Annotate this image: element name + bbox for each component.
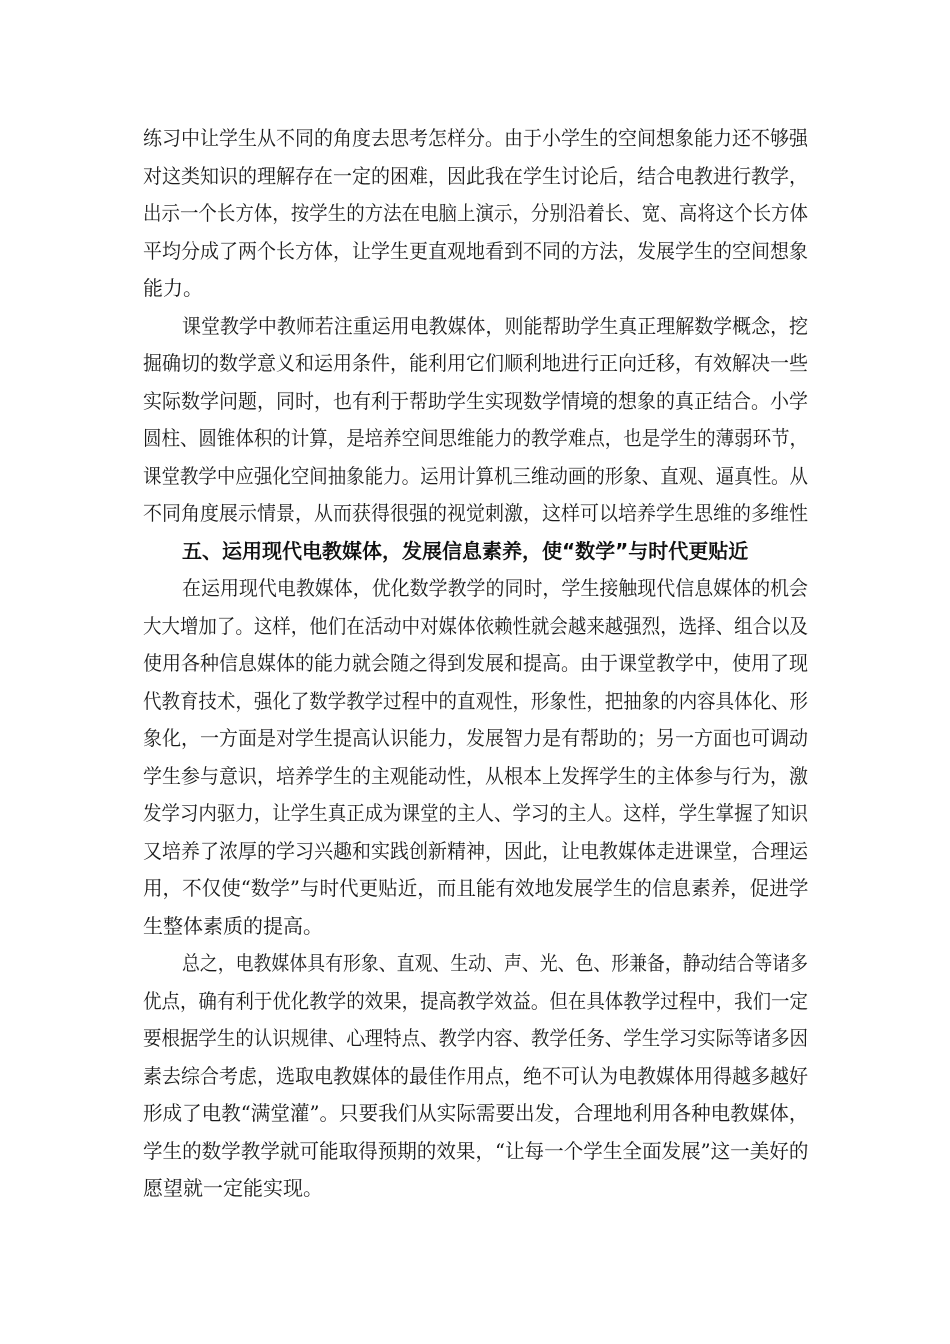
text-line: 对这类知识的理解存在一定的困难，因此我在学生讨论后，结合电教进行教学，: [143, 163, 808, 188]
text-line: 用，不仅使“数学”与时代更贴近，而且能有效地发展学生的信息素养，促进学: [143, 876, 809, 900]
text-line: 不同角度展示情景，从而获得很强的视觉刺激，这样可以培养学生思维的多维性: [143, 501, 808, 525]
text-line: 要根据学生的认识规律、心理特点、教学内容、教学任务、学生学习实际等诸多因: [143, 1026, 808, 1050]
text-line: 课堂教学中教师若注重运用电教媒体，则能帮助学生真正理解数学概念，挖: [182, 313, 809, 338]
text-line: 形成了电教“满堂灌”。只要我们从实际需要出发，合理地利用各种电教媒体，: [143, 1101, 809, 1125]
text-line: 象化，一方面是对学生提高认识能力，发展智力是有帮助的；另一方面也可调动: [143, 726, 808, 750]
text-line: 又培养了浓厚的学习兴趣和实践创新精神，因此，让电教媒体走进课堂，合理运: [143, 838, 808, 863]
text-line: 使用各种信息媒体的能力就会随之得到发展和提高。由于课堂教学中，使用了现: [143, 651, 808, 675]
text-line: 平均分成了两个长方体，让学生更直观地看到不同的方法，发展学生的空间想象: [143, 238, 808, 263]
text-line: 练习中让学生从不同的角度去思考怎样分。由于小学生的空间想象能力还不够强: [143, 126, 808, 150]
text-line: 出示一个长方体，按学生的方法在电脑上演示，分别沿着长、宽、高将这个长方体: [143, 201, 808, 225]
text-line: 掘确切的数学意义和运用条件，能利用它们顺利地进行正向迁移，有效解决一些: [143, 351, 808, 375]
section-heading: 五、运用现代电教媒体，发展信息素养，使“数学”与时代更贴近: [182, 538, 749, 563]
text-line: 学生的数学教学就可能取得预期的效果，“让每一个学生全面发展”这一美好的: [143, 1138, 809, 1163]
text-line: 课堂教学中应强化空间抽象能力。运用计算机三维动画的形象、直观、逼真性。从: [143, 463, 808, 488]
text-line: 在运用现代电教媒体，优化数学教学的同时，学生接触现代信息媒体的机会: [182, 576, 809, 600]
text-line: 大大增加了。这样，他们在活动中对媒体依赖性就会越来越强烈，选择、组合以及: [143, 613, 808, 638]
text-line: 优点，确有利于优化教学的效果，提高教学效益。但在具体教学过程中，我们一定: [143, 988, 808, 1013]
text-line: 学生参与意识，培养学生的主观能动性，从根本上发挥学生的主体参与行为，激: [143, 763, 808, 788]
text-line: 素去综合考虑，选取电教媒体的最佳作用点，绝不可认为电教媒体用得越多越好: [143, 1063, 808, 1088]
text-line: 代教育技术，强化了数学教学过程中的直观性，形象性，把抽象的内容具体化、形: [143, 688, 808, 713]
text-line: 发学习内驱力，让学生真正成为课堂的主人、学习的主人。这样，学生掌握了知识: [143, 801, 808, 825]
text-line: 圆柱、圆锥体积的计算，是培养空间思维能力的教学难点，也是学生的薄弱环节，: [143, 426, 808, 450]
text-line: 能力。: [143, 276, 203, 300]
text-line: 生整体素质的提高。: [143, 913, 323, 938]
text-line: 愿望就一定能实现。: [143, 1176, 323, 1200]
text-line: 总之，电教媒体具有形象、直观、生动、声、光、色、形兼备，静动结合等诸多: [182, 951, 809, 975]
text-line: 实际数学问题，同时，也有利于帮助学生实现数学情境的想象的真正结合。小学: [143, 388, 808, 413]
